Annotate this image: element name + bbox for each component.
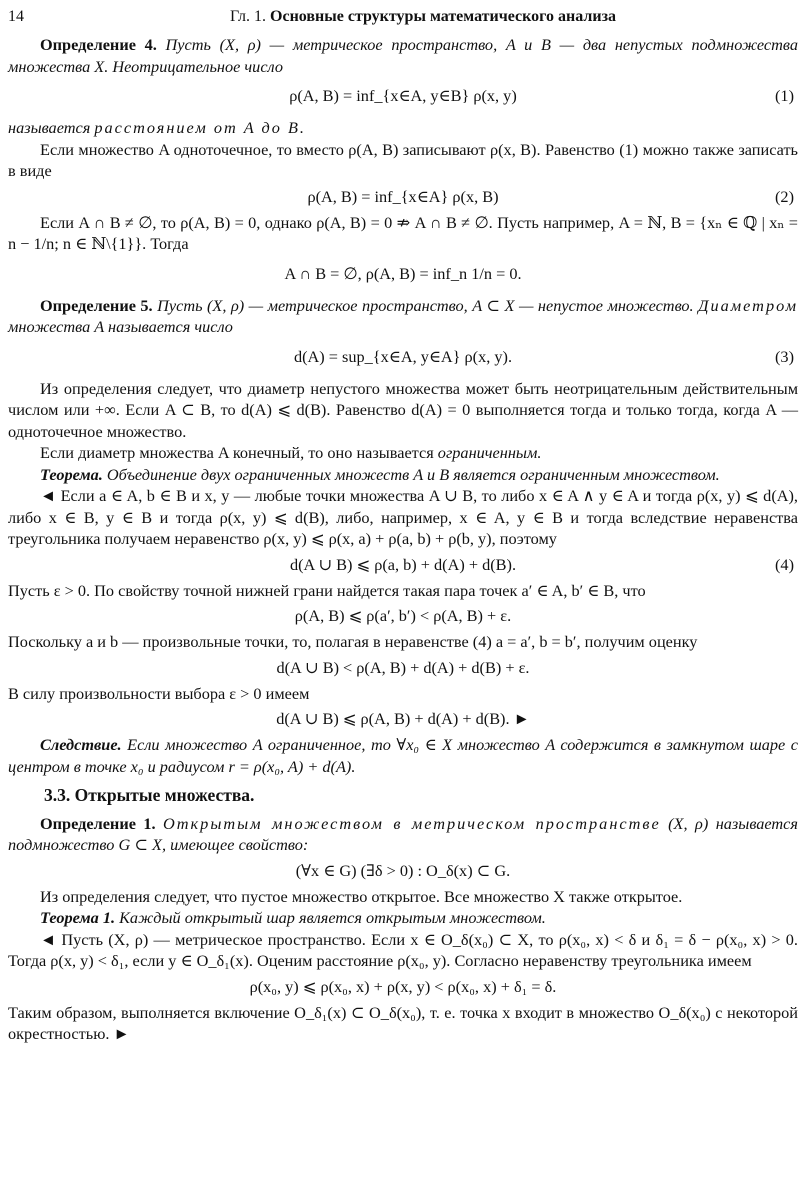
formula-3-expr: d(A) = sup_{x∈A, y∈A} ρ(x, y). — [293, 346, 513, 366]
paragraph-7: В силу произвольности выбора ε > 0 имеем — [8, 683, 310, 703]
definition-5 — [8, 295, 798, 338]
paragraph-5: Пусть ε > 0. По свойству точной нижней грани найдется такая пара точек a′ ∈ A, b′ ∈ B, что — [8, 580, 646, 600]
proof-1: ◄ Если a ∈ A, b ∈ B и x, y — любые точки множества A ∪ B, то либо x ∈ A ∧ y ∈ A и тогда ρ(x, y) ⩽ d(A), либо x ∈ B, y ∈ B и тогда ρ(x, y) ⩽ d(B), либо, например, x ∈ A, y ∈ B и тогда вследствие неравенства треугольника получаем неравенство ρ(x, y) ⩽ ρ(x, a) + ρ(a, b) + ρ(b, y), поэтому — [8, 486, 798, 548]
formula-7 — [8, 708, 798, 730]
theorem-1-label: Теорема 1. — [40, 908, 116, 927]
formula-5 — [8, 605, 798, 627]
definition-4-term-line — [8, 117, 798, 139]
paragraph-3: Из определения следует, что диаметр непустого множества может быть неотрицательным действительным числом или +∞. Если A ⊂ B, то d(A) ⩽ d(B). Равенство d(A) = 0 выполняется тогда и только тогда, когда A — одноточечное множество. — [8, 378, 798, 441]
definition-4-term: расстоянием от A до B. — [94, 118, 306, 137]
chapter-title: Основные структуры математического анализа — [270, 8, 617, 25]
definition-4-text: Пусть (X, ρ) — метрическое пространство, A и B — два непустых подмножества множества X. Неотрицательное число — [8, 35, 798, 76]
theorem-1 — [8, 907, 798, 929]
formula-4-number: (4) — [775, 554, 794, 574]
formula-8-expr: (∀x ∈ G) (∃δ > 0) : O_δ(x) ⊂ G. — [295, 860, 511, 880]
paragraph-4 — [8, 442, 798, 464]
formula-4 — [8, 554, 798, 576]
formula-example-expr: A ∩ B = ∅, ρ(A, B) = inf_n 1/n = 0. — [284, 263, 522, 283]
corollary-text: Если множество A ограниченное, то ∀x₀ ∈ X множество A содержится в замкнутом шаре с центром в точке x₀ и радиусом r = ρ(x₀, A) + d(A). — [8, 735, 798, 776]
paragraph-4-term: ограниченным. — [437, 443, 542, 462]
page-header — [8, 6, 798, 30]
formula-4-expr: d(A ∪ B) ⩽ ρ(a, b) + d(A) + d(B). — [289, 554, 517, 574]
formula-3 — [8, 346, 798, 368]
definition-4-label: Определение 4. — [40, 35, 157, 54]
formula-6 — [8, 657, 798, 679]
theorem-1-text: Каждый открытый шар является открытым множеством. — [119, 908, 546, 927]
paragraph-6: Поскольку a и b — произвольные точки, то, полагая в неравенстве (4) a = a′, b = b′, получим оценку — [8, 632, 698, 651]
paragraph-1: Если множество A одноточечное, то вместо ρ(A, B) записывают ρ(x, B). Равенство (1) можно также записать в виде — [8, 139, 798, 180]
definition-1 — [8, 813, 798, 856]
formula-1 — [8, 85, 798, 107]
corollary-label: Следствие. — [40, 735, 122, 754]
formula-2-number: (2) — [775, 186, 794, 206]
formula-9 — [8, 976, 798, 998]
paragraph-9: Таким образом, выполняется включение O_δ₁(x) ⊂ O_δ(x₀), т. е. точка x входит в множество O_δ(x₀) с некоторой окрестностью. ► — [8, 1002, 798, 1043]
definition-1-term: Открытым множеством в метрическом пространстве — [163, 813, 661, 833]
corollary — [8, 734, 798, 777]
theorem-label: Теорема. — [40, 464, 103, 484]
paragraph-2: Если A ∩ B ≠ ∅, то ρ(A, B) = 0, однако ρ(A, B) = 0 ⇏ A ∩ B ≠ ∅. Пусть например, A = ℕ, B = {xₙ ∈ ℚ | xₙ = n − 1/n; n ∈ ℕ\{1}}. Тогда — [8, 212, 798, 253]
formula-2 — [8, 186, 798, 208]
formula-3-number: (3) — [775, 346, 794, 366]
definition-4 — [8, 34, 798, 77]
running-head — [48, 6, 798, 28]
theorem-text: Объединение двух ограниченных множеств A и B является ограниченным множеством. — [106, 464, 720, 484]
page-number: 14 — [8, 8, 24, 25]
definition-5-text-2: множества A называется число — [8, 317, 233, 336]
chapter-prefix: Гл. 1. — [229, 8, 267, 25]
formula-1-number: (1) — [775, 86, 794, 105]
paragraph-4-lead: Если диаметр множества A конечный, то оно называется — [40, 443, 434, 462]
paragraph-8: Из определения следует, что пустое множество открытое. Все множество X также открытое. — [40, 886, 683, 906]
definition-5-term: Диаметром — [698, 295, 798, 315]
formula-9-expr: ρ(x₀, y) ⩽ ρ(x₀, x) + ρ(x, y) < ρ(x₀, x) + δ₁ = δ. — [249, 976, 557, 996]
formula-1-expr: ρ(A, B) = inf_{x∈A, y∈B} ρ(x, y) — [289, 86, 517, 105]
formula-5-expr: ρ(A, B) ⩽ ρ(a′, b′) < ρ(A, B) + ε. — [294, 606, 512, 625]
definition-1-text: (X, ρ) называется подмножество G ⊂ X, имеющее свойство: — [8, 813, 798, 854]
definition-4-term-lead: называется — [8, 118, 91, 137]
proof-2: ◄ Пусть (X, ρ) — метрическое пространство. Если x ∈ O_δ(x₀) ⊂ X, то ρ(x₀, x) < δ и δ₁ = δ − ρ(x₀, x) > 0. Тогда ρ(x, y) < δ₁, если y ∈ O_δ₁(x). Оценим расстояние ρ(x₀, y). Согласно неравенству треугольника имеем — [8, 929, 798, 970]
definition-5-label: Определение 5. — [40, 295, 153, 315]
section-title: 3.3. Открытые множества. — [44, 785, 255, 805]
formula-2-expr: ρ(A, B) = inf_{x∈A} ρ(x, B) — [307, 186, 499, 206]
definition-1-label: Определение 1. — [40, 813, 156, 833]
formula-6-expr: d(A ∪ B) < ρ(A, B) + d(A) + d(B) + ε. — [276, 657, 530, 677]
formula-7-expr: d(A ∪ B) ⩽ ρ(A, B) + d(A) + d(B). ► — [276, 709, 530, 728]
formula-8 — [8, 860, 798, 882]
formula-example — [8, 263, 798, 285]
theorem — [8, 464, 798, 486]
definition-5-text: Пусть (X, ρ) — метрическое пространство, A ⊂ X — непустое множество. — [157, 295, 694, 315]
